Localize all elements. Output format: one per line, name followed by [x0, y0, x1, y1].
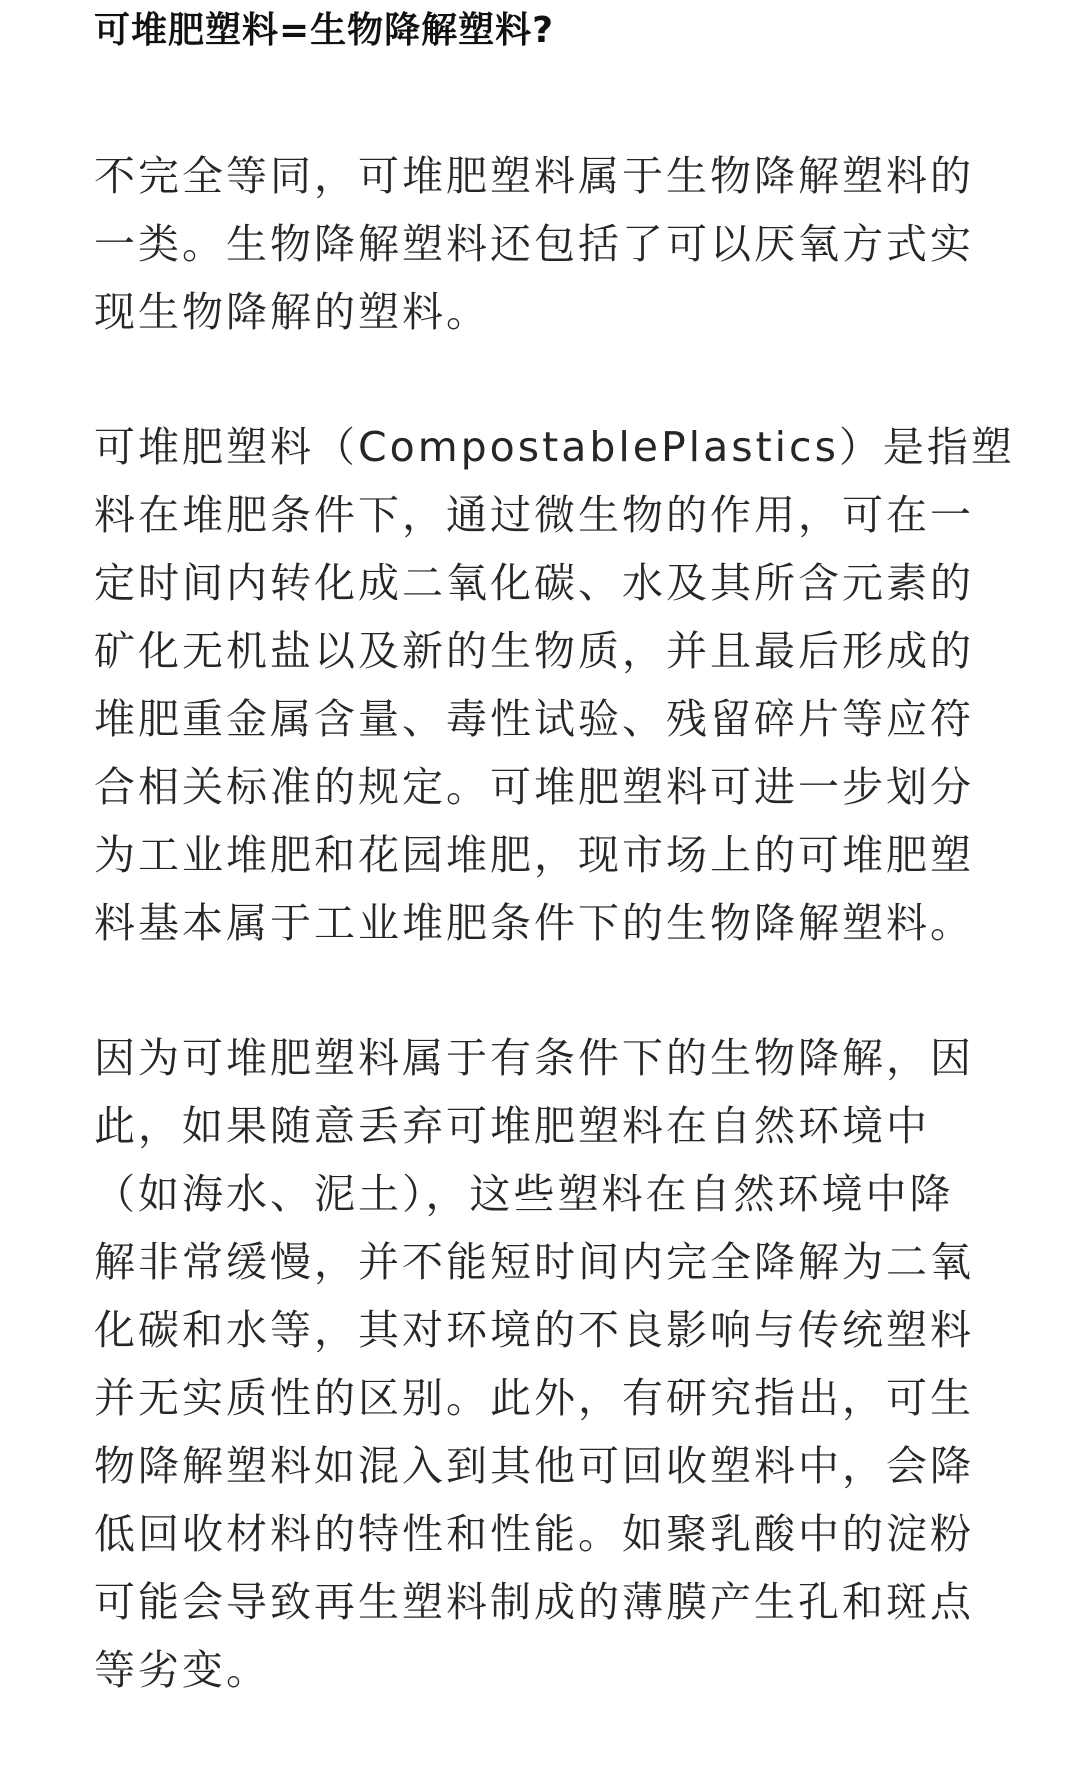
article [94, 0, 1015, 1704]
paragraph-line: 可堆肥塑料（CompostablePlastics）是指塑 [94, 423, 1015, 471]
paragraph-line: 并无实质性的区别。此外，有研究指出，可生 [94, 1374, 974, 1422]
paragraph-line: 低回收材料的特性和性能。如聚乳酸中的淀粉 [94, 1510, 974, 1558]
paragraph-definition-difference [94, 142, 994, 346]
paragraph-line: 物降解塑料如混入到其他可回收塑料中，会降 [94, 1442, 974, 1490]
paragraph-line: 化碳和水等，其对环境的不良影响与传统塑料 [94, 1306, 974, 1354]
paragraph-line: 不完全等同，可堆肥塑料属于生物降解塑料的 [94, 152, 974, 200]
paragraph-line: 因为可堆肥塑料属于有条件下的生物降解，因 [94, 1034, 974, 1082]
paragraph-compostable-plastics [94, 413, 1015, 957]
paragraph-line: 此，如果随意丢弃可堆肥塑料在自然环境中 [94, 1102, 930, 1150]
paragraph-line: 一类。生物降解塑料还包括了可以厌氧方式实 [94, 220, 974, 268]
paragraph-line: 现生物降解的塑料。 [94, 288, 490, 336]
paragraph-line: 料在堆肥条件下，通过微生物的作用，可在一 [94, 491, 974, 539]
paragraph-line: （如海水、泥土），这些塑料在自然环境中降 [94, 1170, 954, 1218]
paragraph-line: 等劣变。 [94, 1646, 270, 1694]
paragraph-line: 合相关标准的规定。可堆肥塑料可进一步划分 [94, 763, 974, 811]
paragraph-line: 解非常缓慢，并不能短时间内完全降解为二氧 [94, 1238, 974, 1286]
paragraph-line: 矿化无机盐以及新的生物质，并且最后形成的 [94, 627, 974, 675]
paragraph-environmental-impact [94, 1024, 994, 1704]
paragraph-line: 料基本属于工业堆肥条件下的生物降解塑料。 [94, 899, 974, 947]
paragraph-line: 堆肥重金属含量、毒性试验、残留碎片等应符 [94, 695, 974, 743]
paragraph-line: 为工业堆肥和花园堆肥，现市场上的可堆肥塑 [94, 831, 974, 879]
article-title: 可堆肥塑料=生物降解塑料? [94, 10, 555, 51]
paragraph-line: 可能会导致再生塑料制成的薄膜产生孔和斑点 [94, 1578, 974, 1626]
paragraph-line: 定时间内转化成二氧化碳、水及其所含元素的 [94, 559, 974, 607]
